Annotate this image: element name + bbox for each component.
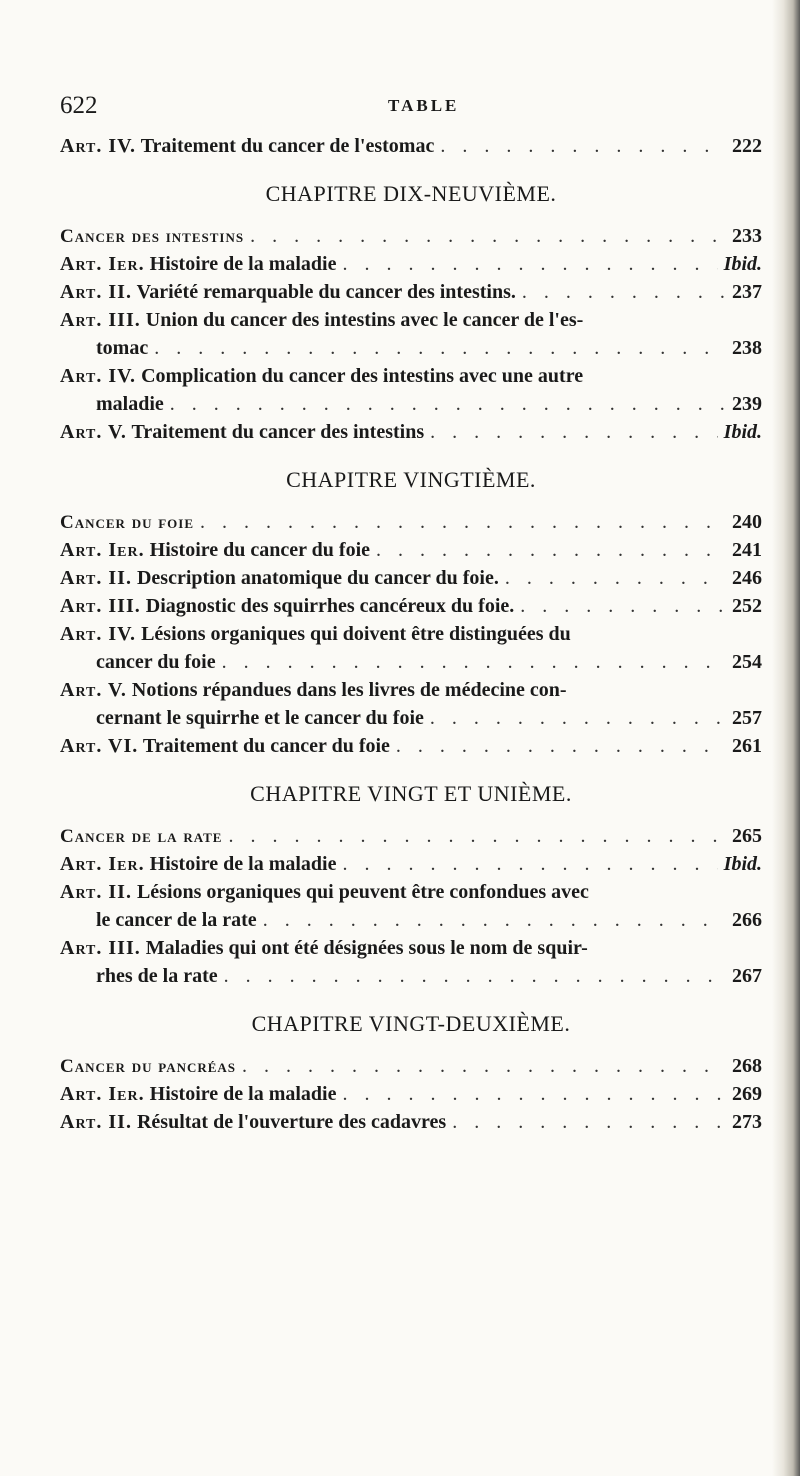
leader-dots xyxy=(514,592,726,620)
chapter-title: CHAPITRE VINGTIÈME. xyxy=(286,467,536,492)
leader-dots xyxy=(336,850,717,878)
article-label: Art. II. xyxy=(60,1111,132,1133)
section-heading-label: Cancer de la rate xyxy=(60,826,223,847)
toc-entry-text xyxy=(60,732,390,760)
toc-entry-text xyxy=(60,564,499,592)
article-label: Art. Ier. xyxy=(60,853,145,875)
toc-entry-first-line xyxy=(60,306,762,334)
chapter-title: CHAPITRE DIX-NEUVIÈME. xyxy=(265,181,557,206)
page-ref: 238 xyxy=(732,337,762,359)
article-label: Art. V. xyxy=(60,421,127,443)
leader-dots xyxy=(424,704,726,732)
article-label: Art. III. xyxy=(60,937,141,959)
article-label: Art. Ier. xyxy=(60,1083,145,1105)
table-of-contents xyxy=(60,132,762,1136)
article-label: Art. IV. xyxy=(60,135,137,157)
article-label: Art. VI. xyxy=(60,735,139,757)
article-title: Notions répandues dans les livres de médecine con- xyxy=(131,679,567,701)
page-header xyxy=(60,92,760,122)
toc-entry-text xyxy=(60,536,370,564)
page-ref: 261 xyxy=(732,735,762,757)
page-ref: 239 xyxy=(732,393,762,415)
toc-entry xyxy=(60,418,762,446)
article-label: Art. V. xyxy=(60,679,127,701)
leader-dots xyxy=(222,822,726,850)
leader-dots xyxy=(370,536,726,564)
toc-entry xyxy=(60,906,762,934)
page-ref: 269 xyxy=(732,1083,762,1105)
article-title-continuation: maladie xyxy=(96,393,164,415)
page-ref: 254 xyxy=(732,651,762,673)
toc-entry-text xyxy=(60,1108,446,1136)
toc-entry-text xyxy=(60,418,424,446)
article-label: Art. III. xyxy=(60,595,141,617)
page-ref: 241 xyxy=(732,539,762,561)
page-ref: 222 xyxy=(732,135,762,157)
page-ref: Ibid. xyxy=(723,421,762,443)
leader-dots xyxy=(257,906,726,934)
page-number: 622 xyxy=(60,92,98,119)
article-title: Traitement du cancer de l'estomac xyxy=(140,135,435,157)
page-ref: 266 xyxy=(732,909,762,931)
article-title-continuation: cancer du foie xyxy=(96,651,216,673)
article-label: Art. II. xyxy=(60,567,132,589)
toc-entry-text xyxy=(96,962,218,990)
article-title: Traitement du cancer des intestins xyxy=(131,421,425,443)
leader-dots xyxy=(216,648,726,676)
toc-entry xyxy=(60,536,762,564)
section-heading xyxy=(60,822,762,850)
leader-dots xyxy=(424,418,718,446)
toc-entry xyxy=(60,278,762,306)
leader-dots xyxy=(194,508,726,536)
article-title: Complication du cancer des intestins avec une autre xyxy=(141,365,584,387)
article-title: Description anatomique du cancer du foie. xyxy=(136,567,499,589)
leader-dots xyxy=(516,278,726,306)
toc-entry-text xyxy=(96,334,148,362)
article-title: Histoire de la maladie xyxy=(149,853,337,875)
leader-dots xyxy=(236,1052,726,1080)
toc-entry xyxy=(60,592,762,620)
article-title: Traitement du cancer du foie xyxy=(142,735,390,757)
page-ref: 233 xyxy=(732,225,762,247)
page-ref: 265 xyxy=(732,825,762,847)
toc-entry-text xyxy=(96,704,424,732)
toc-entry xyxy=(60,850,762,878)
article-label: Art. IV. xyxy=(60,365,137,387)
page-ref: Ibid. xyxy=(723,853,762,875)
page-ref: 257 xyxy=(732,707,762,729)
leader-dots xyxy=(148,334,726,362)
page-binding-edge xyxy=(772,0,800,1476)
toc-entry-first-line xyxy=(60,934,762,962)
section-heading xyxy=(60,222,762,250)
article-title-continuation: cernant le squirrhe et le cancer du foie xyxy=(96,707,424,729)
article-title-continuation: tomac xyxy=(96,337,149,359)
article-title-continuation: rhes de la rate xyxy=(96,965,218,987)
article-label: Art. Ier. xyxy=(60,539,145,561)
page-ref: 252 xyxy=(732,595,762,617)
article-title: Variété remarquable du cancer des intestins. xyxy=(136,281,516,303)
article-label: Art. II. xyxy=(60,281,132,303)
section-heading xyxy=(60,1052,762,1080)
toc-entry-first-line xyxy=(60,878,762,906)
leader-dots xyxy=(390,732,726,760)
article-title: Histoire de la maladie xyxy=(149,1083,337,1105)
toc-entry xyxy=(60,564,762,592)
toc-entry xyxy=(60,250,762,278)
toc-entry-first-line xyxy=(60,620,762,648)
section-heading-text xyxy=(60,822,222,851)
article-label: Art. IV. xyxy=(60,623,137,645)
toc-entry-text xyxy=(60,278,516,306)
section-heading-text xyxy=(60,508,194,537)
section-heading-label: Cancer du foie xyxy=(60,512,195,533)
article-title: Histoire du cancer du foie xyxy=(149,539,371,561)
toc-entry-first-line xyxy=(60,362,762,390)
page-ref: Ibid. xyxy=(723,253,762,275)
toc-entry xyxy=(60,1080,762,1108)
article-title: Histoire de la maladie xyxy=(149,253,337,275)
article-title: Maladies qui ont été désignées sous le nom de squir- xyxy=(145,937,588,959)
running-title: TABLE xyxy=(388,96,460,115)
article-title: Lésions organiques qui doivent être distinguées du xyxy=(141,623,571,645)
toc-entry-text xyxy=(60,850,336,878)
toc-entry xyxy=(60,334,762,362)
section-heading-text xyxy=(60,222,244,251)
toc-entry xyxy=(60,704,762,732)
section-heading-text xyxy=(60,1052,236,1081)
toc-entry-text xyxy=(60,592,514,620)
toc-entry-text xyxy=(60,1080,336,1108)
page-ref: 240 xyxy=(732,511,762,533)
article-title: Diagnostic des squirrhes cancéreux du foie. xyxy=(145,595,515,617)
leader-dots xyxy=(336,250,717,278)
toc-entry xyxy=(60,1108,762,1136)
toc-entry xyxy=(60,962,762,990)
toc-entry xyxy=(60,132,762,160)
article-label: Art. III. xyxy=(60,309,141,331)
article-label: Art. II. xyxy=(60,881,132,903)
page-ref: 246 xyxy=(732,567,762,589)
leader-dots xyxy=(499,564,726,592)
article-title: Résultat de l'ouverture des cadavres xyxy=(136,1111,447,1133)
page-ref: 267 xyxy=(732,965,762,987)
article-title: Lésions organiques qui peuvent être confondues avec xyxy=(136,881,589,903)
chapter-title: CHAPITRE VINGT ET UNIÈME. xyxy=(250,781,572,806)
section-heading-label: Cancer des intestins xyxy=(60,226,245,247)
toc-entry-text xyxy=(96,390,164,418)
toc-entry xyxy=(60,732,762,760)
toc-entry xyxy=(60,390,762,418)
section-heading-label: Cancer du pancréas xyxy=(60,1056,237,1077)
leader-dots xyxy=(218,962,726,990)
toc-entry xyxy=(60,648,762,676)
page-ref: 268 xyxy=(732,1055,762,1077)
leader-dots xyxy=(244,222,726,250)
toc-entry-text xyxy=(60,132,434,160)
toc-entry-text xyxy=(60,250,336,278)
page-ref: 273 xyxy=(732,1111,762,1133)
toc-entry-first-line xyxy=(60,676,762,704)
section-heading xyxy=(60,508,762,536)
leader-dots xyxy=(434,132,726,160)
article-label: Art. Ier. xyxy=(60,253,145,275)
article-title: Union du cancer des intestins avec le cancer de l'es- xyxy=(145,309,584,331)
chapter-title: CHAPITRE VINGT-DEUXIÈME. xyxy=(251,1011,571,1036)
toc-entry-text xyxy=(96,648,216,676)
toc-entry-text xyxy=(96,906,257,934)
leader-dots xyxy=(164,390,726,418)
page-ref: 237 xyxy=(732,281,762,303)
article-title-continuation: le cancer de la rate xyxy=(96,909,257,931)
leader-dots xyxy=(336,1080,726,1108)
leader-dots xyxy=(446,1108,726,1136)
